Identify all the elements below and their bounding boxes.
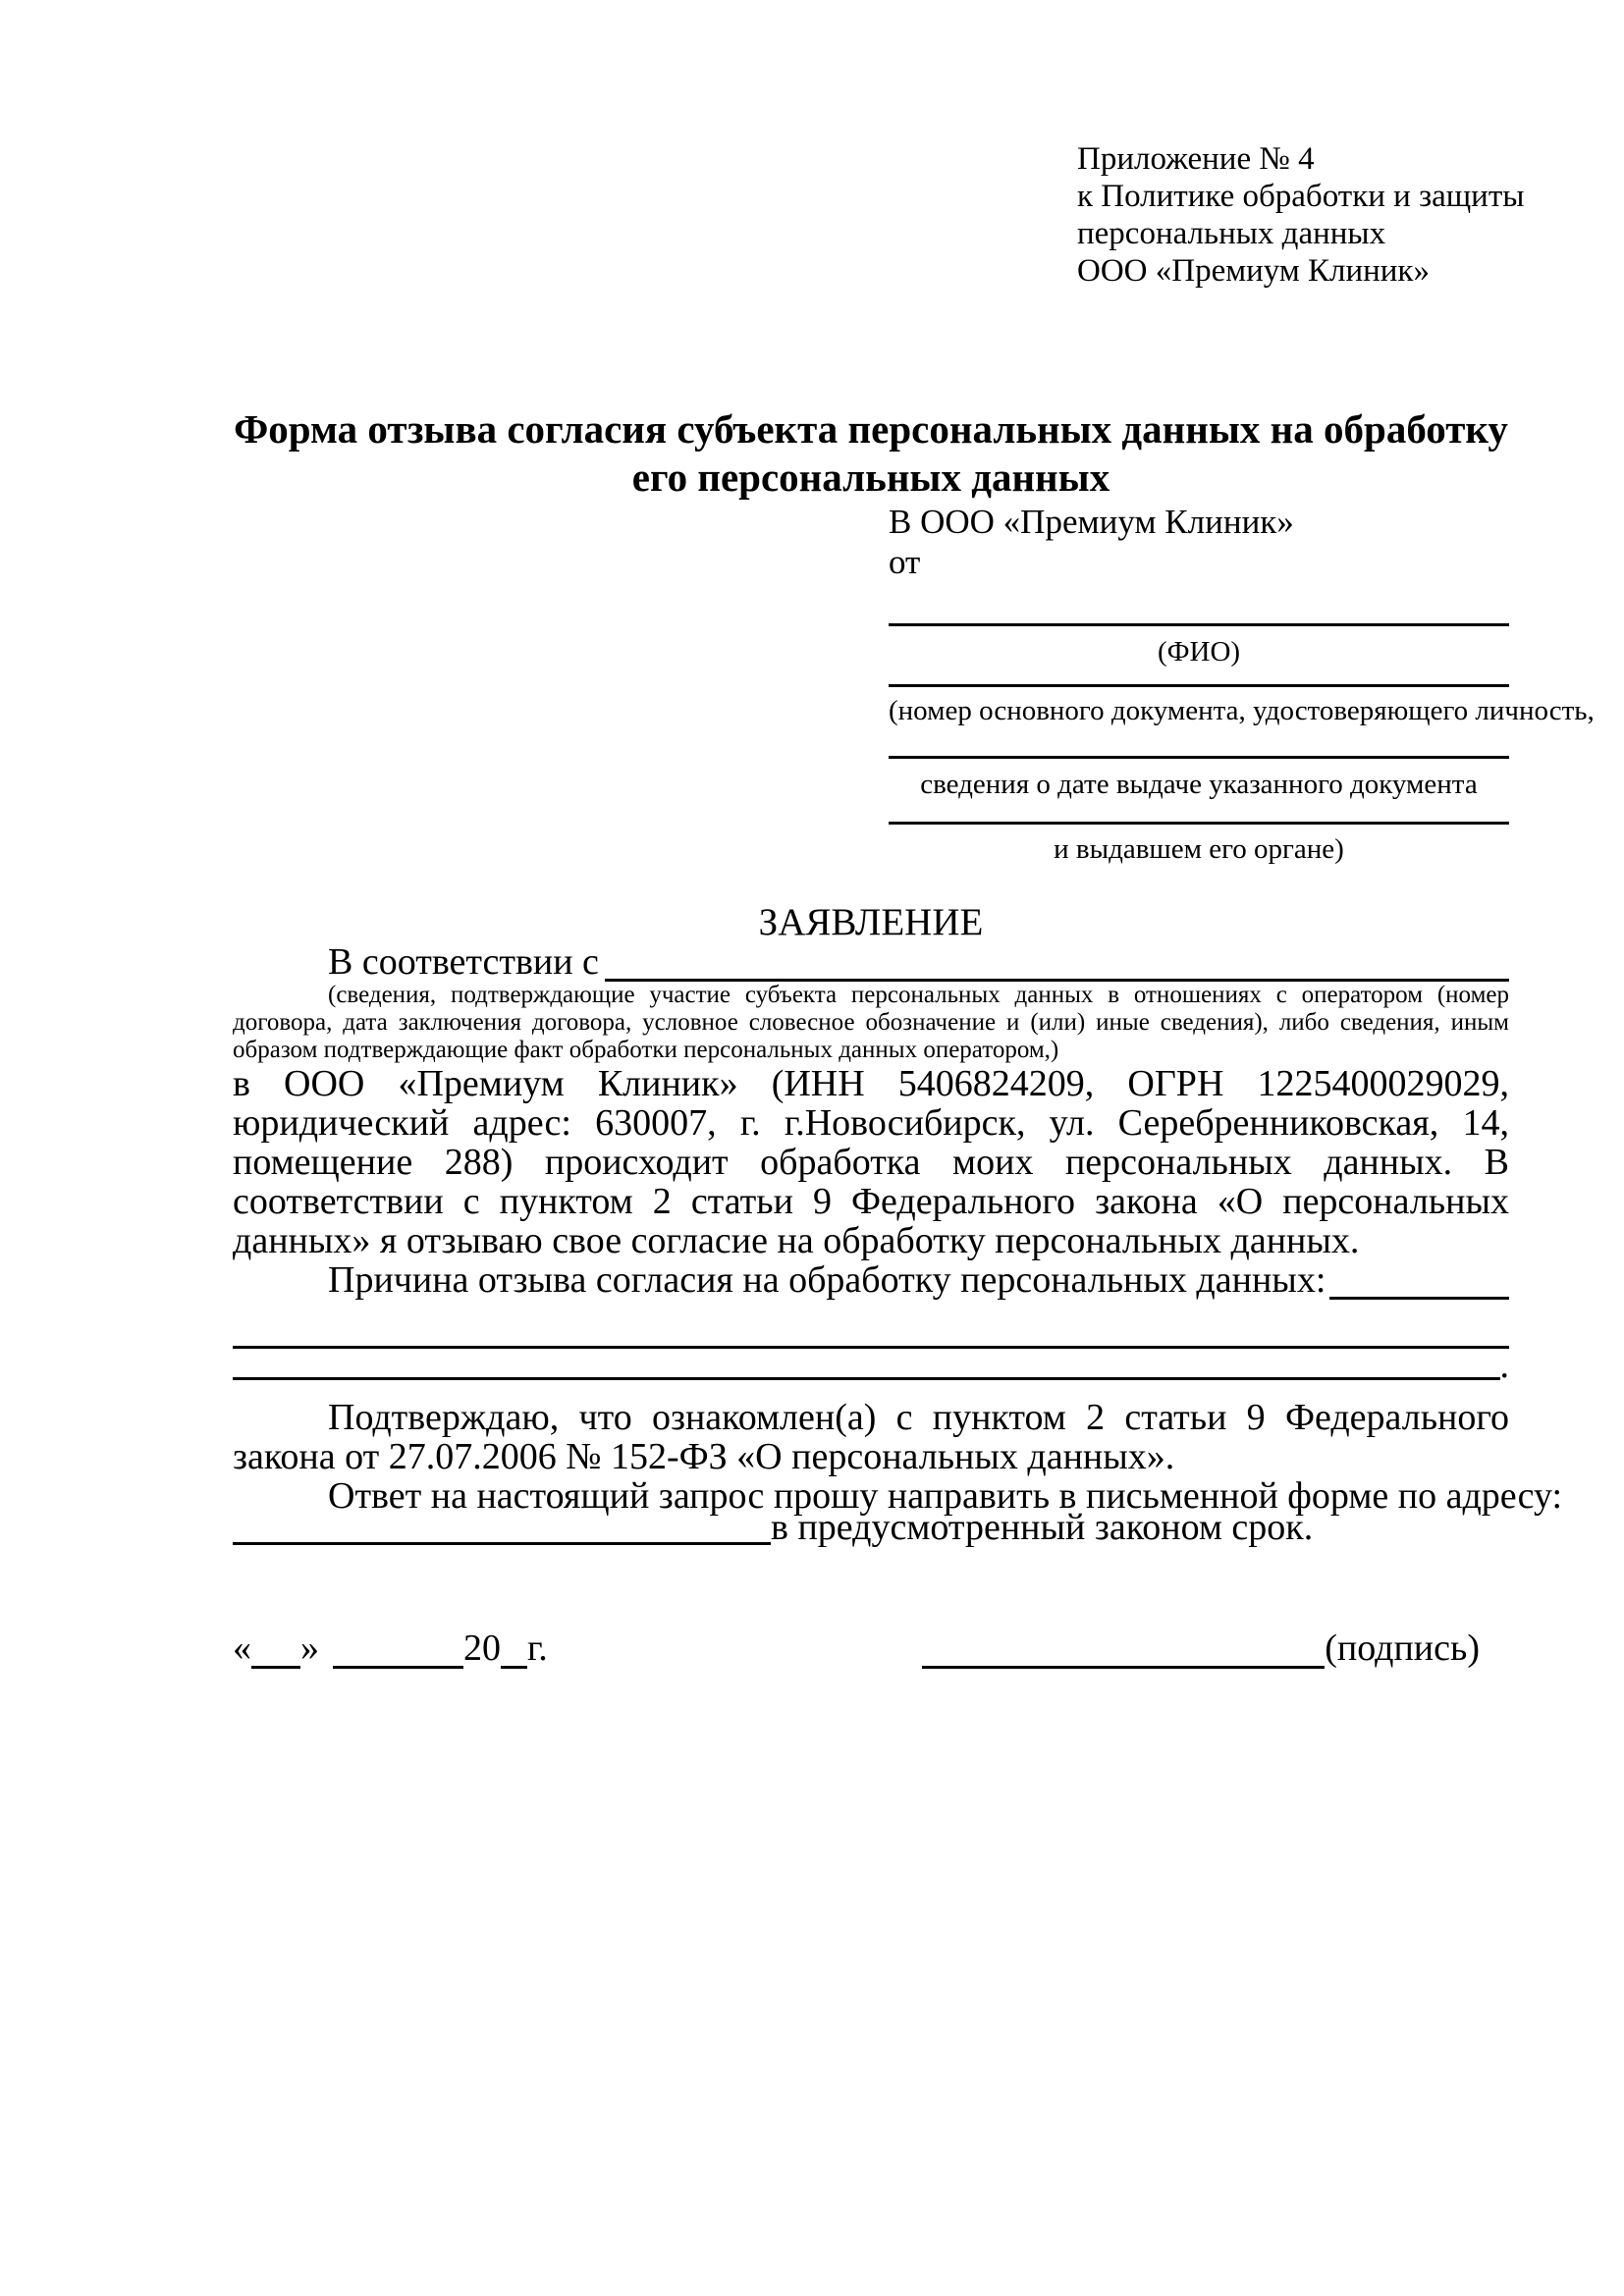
sentence-period: . <box>1499 1345 1509 1386</box>
reply-address-paragraph: Ответ на настоящий запрос прошу направить в письменной форме по адресу: <box>328 1475 1563 1517</box>
issuing-authority-blank-line <box>889 801 1509 825</box>
year-suffix: г. <box>527 1628 548 1669</box>
recipient-from-label: от <box>889 543 921 581</box>
recipient-organization: В ООО «Премиум Клиник» <box>889 503 1294 541</box>
identity-document-blank-line <box>889 668 1509 687</box>
appendix-line-4: ООО «Премиум Клиник» <box>1077 253 1430 289</box>
appendix-block <box>1077 140 1525 290</box>
reason-lead-text: Причина отзыва согласия на обработку персональных данных: <box>328 1259 1326 1301</box>
address-blank-line <box>233 1542 771 1545</box>
reply-tail-text: в предусмотренный законом срок. <box>771 1507 1314 1548</box>
document-title-line-2: его персональных данных <box>631 454 1110 500</box>
open-quote: « <box>233 1628 251 1669</box>
signature-blank-line <box>922 1628 1325 1669</box>
confirmation-paragraph: Подтверждаю, что ознакомлен(а) с пунктом 2 статьи 9 Федерального закона от 27.07.2006 № 152-ФЗ «О персональных данных». <box>233 1397 1509 1477</box>
appendix-line-1: Приложение № 4 <box>1077 141 1315 177</box>
reason-blank-line-3 <box>233 1345 1553 1386</box>
recipient-block <box>889 502 1595 866</box>
document-title-line-1: Форма отзыва согласия субъекта персональных данных на обработку <box>234 406 1508 452</box>
intro-lead-text: В соответствии с <box>328 941 599 983</box>
year-blank-line <box>501 1628 527 1669</box>
statement-heading: ЗАЯВЛЕНИЕ <box>758 901 984 943</box>
signature-caption: (подпись) <box>1325 1628 1480 1669</box>
fio-caption: (ФИО) <box>1157 636 1241 667</box>
reply-address-row <box>233 1507 1509 1548</box>
month-blank-line <box>333 1628 463 1669</box>
body-paragraph: в ООО «Премиум Клиник» (ИНН 5406824209, ОГРН 1225400029029, юридический адрес: 630007, г. г.Новосибирск, ул. Серебренниковская, 14, помещение 288) происходит обработка моих персональных данных. В соответствии с пунктом 2 статьи 9 Федерального закона «О персональных данных» я отзываю свое согласие на обработку персональных данных. <box>233 1063 1509 1261</box>
statement-intro-row <box>233 942 1509 982</box>
identity-document-caption: (номер основного документа, удостоверяющего личность, <box>889 695 1595 726</box>
reason-blank-line-3-fill <box>233 1377 1500 1380</box>
close-quote: » <box>300 1628 319 1669</box>
day-blank-line <box>251 1628 300 1669</box>
signature-group <box>922 1628 1480 1669</box>
issue-date-caption: сведения о дате выдаче указанного документа <box>920 769 1478 800</box>
appendix-line-3: персональных данных <box>1077 216 1386 251</box>
appendix-line-2: к Политике обработки и защиты <box>1077 179 1525 214</box>
issuing-authority-caption: и выдавшем его органе) <box>1054 833 1344 865</box>
footnote-text: (сведения, подтверждающие участие субъекта персональных данных в отношениях с оператором (номер договора, дата заключения договора, условное словесное обозначение и (или) иные сведения), либо сведения, иным образом подтверждающие факт обработки персональных данных оператором,) <box>233 982 1509 1063</box>
reason-blank-line <box>1329 1297 1509 1300</box>
issue-date-blank-line <box>889 727 1509 759</box>
reason-row <box>233 1260 1509 1300</box>
year-prefix: 20 <box>463 1628 501 1669</box>
document-title <box>233 405 1509 502</box>
date-signature-row <box>233 1628 1509 1669</box>
fio-blank-line <box>889 582 1509 626</box>
reason-blank-line-2 <box>233 1321 1509 1349</box>
